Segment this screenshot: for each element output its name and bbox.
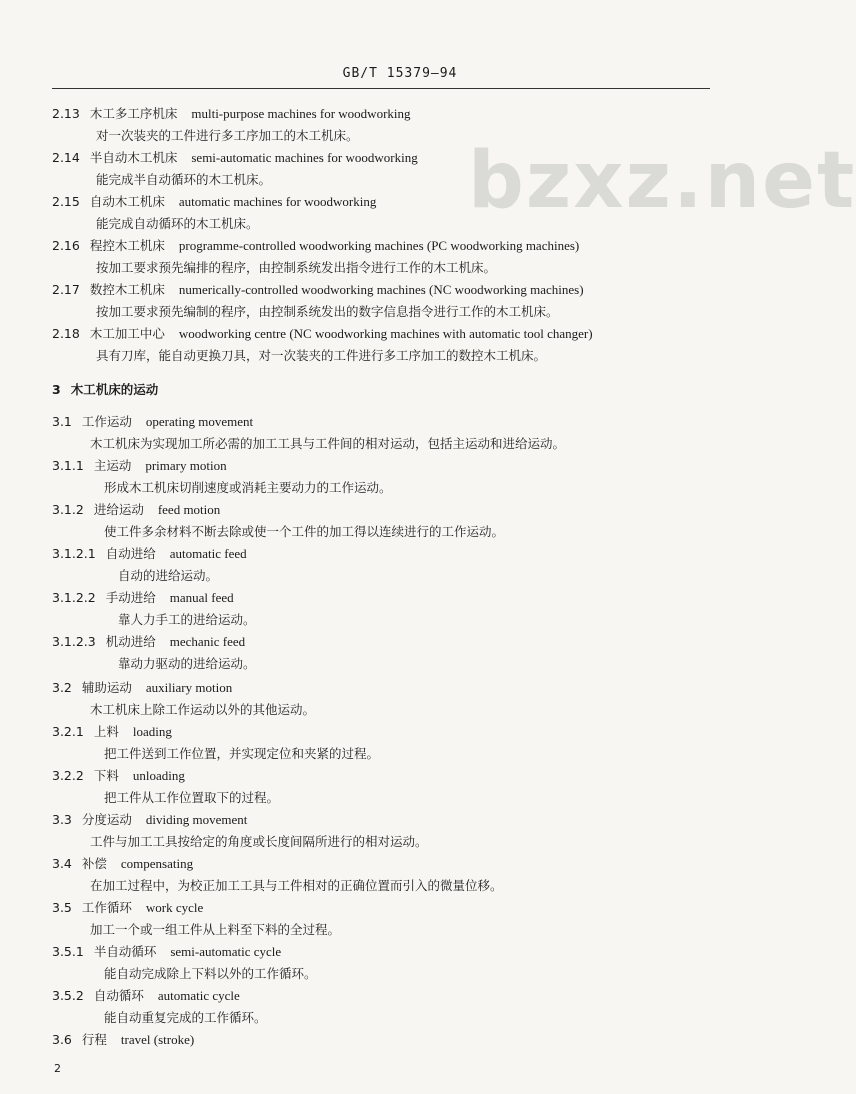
term-entry [52, 768, 185, 784]
term-english: auxiliary motion [145, 680, 233, 695]
term-chinese: 工作循环 [81, 900, 132, 915]
term-entry [52, 856, 193, 872]
definition-text: 自动的进给运动。 [118, 568, 219, 583]
term-entry [52, 900, 203, 916]
term-chinese: 主运动 [93, 458, 132, 473]
term-chinese: 数控木工机床 [89, 282, 165, 297]
term-english: work cycle [145, 900, 204, 915]
term-entry [52, 546, 247, 562]
term-english: dividing movement [145, 812, 248, 827]
watermark: bzxz.net [468, 136, 856, 226]
term-english: automatic machines for woodworking [178, 194, 377, 209]
term-number: 3.2 [52, 680, 72, 695]
term-english: loading [132, 724, 172, 739]
term-english: unloading [132, 768, 185, 783]
term-number: 3.5.2 [52, 988, 84, 1003]
term-number: 3.5 [52, 900, 72, 915]
term-chinese: 木工多工序机床 [89, 106, 178, 121]
term-english: compensating [120, 856, 194, 871]
term-number: 3.1 [52, 414, 72, 429]
term-chinese: 半自动循环 [93, 944, 157, 959]
page-header: GB/T 15379—94 [342, 66, 458, 81]
term-entry [52, 150, 418, 166]
term-number: 3.2.2 [52, 768, 84, 783]
term-english: programme-controlled woodworking machines (PC woodworking machines) [178, 238, 580, 253]
term-english: semi-automatic cycle [170, 944, 282, 959]
term-chinese: 自动循环 [93, 988, 144, 1003]
definition-text: 按加工要求预先编制的程序，由控制系统发出的数字信息指令进行工作的木工机床。 [96, 304, 559, 319]
definition-text: 把工件送到工作位置，并实现定位和夹紧的过程。 [104, 746, 380, 761]
definition-text: 按加工要求预先编排的程序，由控制系统发出指令进行工作的木工机床。 [96, 260, 497, 275]
term-english: automatic feed [169, 546, 247, 561]
definition-text: 把工件从工作位置取下的过程。 [104, 790, 280, 805]
term-number: 2.16 [52, 238, 80, 253]
term-english: primary motion [145, 458, 227, 473]
term-number: 3.1.1 [52, 458, 84, 473]
term-number: 3.3 [52, 812, 72, 827]
definition-text: 木工机床为实现加工所必需的加工工具与工件间的相对运动，包括主运动和进给运动。 [90, 436, 566, 451]
term-entry [52, 502, 220, 518]
term-chinese: 工作运动 [81, 414, 132, 429]
term-chinese: 程控木工机床 [89, 238, 165, 253]
term-english: manual feed [169, 590, 234, 605]
term-entry [52, 724, 172, 740]
definition-text: 靠人力手工的进给运动。 [118, 612, 256, 627]
term-number: 3.1.2 [52, 502, 84, 517]
section-heading [52, 382, 172, 398]
term-chinese: 分度运动 [81, 812, 132, 827]
term-number: 3.2.1 [52, 724, 84, 739]
term-chinese: 行程 [81, 1032, 107, 1047]
definition-text: 能自动重复完成的工作循环。 [104, 1010, 267, 1025]
term-number: 3.6 [52, 1032, 72, 1047]
term-entry [52, 680, 232, 696]
term-entry [52, 106, 411, 122]
term-entry [52, 634, 245, 650]
term-entry [52, 194, 376, 210]
term-number: 3.4 [52, 856, 72, 871]
term-number: 2.18 [52, 326, 80, 341]
term-entry [52, 326, 593, 342]
definition-text: 能自动完成除上下料以外的工作循环。 [104, 966, 317, 981]
term-number: 2.15 [52, 194, 80, 209]
term-chinese: 手动进给 [105, 590, 156, 605]
term-entry [52, 238, 579, 254]
term-english: automatic cycle [157, 988, 240, 1003]
term-english: travel (stroke) [120, 1032, 195, 1047]
term-number: 3 [52, 382, 61, 397]
term-number: 3.1.2.3 [52, 634, 96, 649]
term-chinese: 补偿 [81, 856, 107, 871]
term-chinese: 木工加工中心 [89, 326, 165, 341]
term-entry [52, 590, 234, 606]
term-entry [52, 1032, 194, 1048]
page-number: 2 [54, 1062, 61, 1075]
term-chinese: 辅助运动 [81, 680, 132, 695]
term-english: feed motion [157, 502, 221, 517]
term-chinese: 上料 [93, 724, 119, 739]
term-chinese: 木工机床的运动 [70, 382, 159, 397]
definition-text: 使工件多余材料不断去除或使一个工件的加工得以连续进行的工作运动。 [104, 524, 505, 539]
term-english: operating movement [145, 414, 254, 429]
term-chinese: 半自动木工机床 [89, 150, 178, 165]
term-english: mechanic feed [169, 634, 246, 649]
definition-text: 木工机床上除工作运动以外的其他运动。 [90, 702, 316, 717]
term-entry [52, 988, 240, 1004]
term-chinese: 机动进给 [105, 634, 156, 649]
term-english: multi-purpose machines for woodworking [191, 106, 411, 121]
term-entry [52, 944, 281, 960]
term-chinese: 下料 [93, 768, 119, 783]
term-english: semi-automatic machines for woodworking [191, 150, 418, 165]
term-entry [52, 458, 227, 474]
term-number: 3.1.2.1 [52, 546, 96, 561]
term-number: 3.1.2.2 [52, 590, 96, 605]
term-number: 3.5.1 [52, 944, 84, 959]
term-number: 2.13 [52, 106, 80, 121]
definition-text: 形成木工机床切削速度或消耗主要动力的工作运动。 [104, 480, 392, 495]
definition-text: 能完成半自动循环的木工机床。 [96, 172, 272, 187]
term-chinese: 进给运动 [93, 502, 144, 517]
definition-text: 工件与加工工具按给定的角度或长度间隔所进行的相对运动。 [90, 834, 428, 849]
definition-text: 加工一个或一组工件从上料至下料的全过程。 [90, 922, 341, 937]
definition-text: 能完成自动循环的木工机床。 [96, 216, 259, 231]
definition-text: 具有刀库，能自动更换刀具，对一次装夹的工件进行多工序加工的数控木工机床。 [96, 348, 547, 363]
term-entry [52, 414, 253, 430]
term-english: woodworking centre (NC woodworking machines with automatic tool changer) [178, 326, 593, 341]
definition-text: 靠动力驱动的进给运动。 [118, 656, 256, 671]
term-chinese: 自动进给 [105, 546, 156, 561]
term-entry [52, 282, 584, 298]
term-chinese: 自动木工机床 [89, 194, 165, 209]
definition-text: 对一次装夹的工件进行多工序加工的木工机床。 [96, 128, 359, 143]
term-number: 2.17 [52, 282, 80, 297]
term-english: numerically-controlled woodworking machines (NC woodworking machines) [178, 282, 584, 297]
term-number: 2.14 [52, 150, 80, 165]
term-entry [52, 812, 247, 828]
definition-text: 在加工过程中，为校正加工工具与工件相对的正确位置而引入的微量位移。 [90, 878, 503, 893]
header-rule [52, 88, 710, 89]
